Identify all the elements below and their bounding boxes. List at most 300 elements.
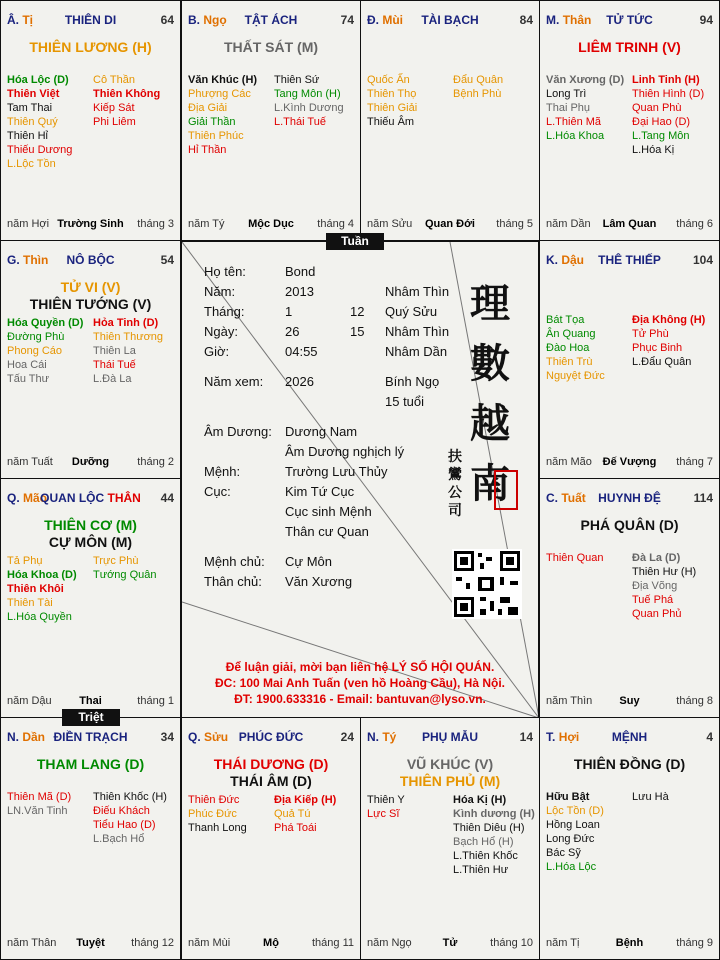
tuan-marker: Tuần	[326, 233, 384, 250]
minor-star: Tử Phù	[632, 328, 669, 340]
palace-header	[367, 13, 533, 29]
footer-year: năm Mùi	[188, 937, 231, 949]
branch-stem: Tý	[382, 730, 397, 744]
minor-star: Long Đức	[546, 833, 595, 845]
minor-star: Tiểu Hao (D)	[93, 819, 156, 831]
palace-ty2	[360, 717, 540, 960]
palace-number: 34	[160, 730, 174, 744]
day-solar: 26	[285, 324, 300, 339]
minor-star: Tuế Phá	[632, 594, 674, 606]
palace-footer	[188, 937, 354, 951]
minor-star: Tam Thai	[7, 102, 53, 114]
body-master-value: Văn Xương	[285, 574, 353, 589]
palace-footer	[367, 218, 533, 232]
palace-number: 64	[160, 13, 174, 27]
footer-month: tháng 3	[137, 218, 174, 230]
name-value: Bond	[285, 264, 316, 279]
minor-star: Thiên Hư (H)	[632, 566, 697, 578]
minor-star: Thiên Việt	[7, 88, 60, 100]
seal-small-3: 公	[448, 485, 462, 501]
palace-header	[546, 253, 713, 269]
minor-star: L.Kình Dương	[274, 102, 344, 114]
seal-char-4: 南	[470, 460, 510, 507]
palace-than	[539, 0, 720, 241]
main-stars	[1, 517, 180, 551]
palace-number: 44	[160, 491, 174, 505]
hour-value: 04:55	[285, 344, 318, 359]
year-label: Năm:	[204, 284, 236, 299]
minor-star: Hóa Khoa (D)	[7, 569, 77, 581]
palace-footer	[7, 456, 174, 470]
main-star: THÁI DƯƠNG (D)	[213, 756, 329, 772]
palace-ty	[0, 0, 181, 241]
footer-year: năm Dậu	[7, 695, 52, 707]
destiny-master-label: Mệnh chủ:	[204, 554, 265, 569]
branch-stem: Thìn	[23, 253, 49, 267]
palace-footer	[546, 695, 713, 709]
name-label: Họ tên:	[204, 264, 246, 279]
minor-star: Đường Phù	[7, 331, 65, 343]
contact-address: ĐC: 100 Mai Anh Tuấn (ven hồ Hoàng Cầu), Hà Nội.	[214, 676, 505, 690]
minor-star: Thiên Y	[367, 794, 405, 806]
main-star: THIÊN CƠ (M)	[44, 517, 137, 533]
minor-stars-right	[632, 551, 696, 621]
minor-star: Thiên Mã (D)	[7, 791, 72, 803]
palace-number: 84	[519, 13, 533, 27]
minor-stars-left	[7, 554, 77, 624]
minor-star: Thái Tuế	[93, 359, 136, 371]
footer-year: năm Hợi	[7, 218, 50, 230]
branch-prefix: Q.	[7, 491, 20, 505]
house-name: MỆNH	[611, 730, 648, 744]
minor-star: Tả Phụ	[7, 555, 43, 567]
palace-house	[367, 730, 533, 744]
center-info-panel	[181, 241, 539, 718]
main-stars	[1, 279, 180, 313]
main-stars	[1, 756, 180, 773]
palace-house	[7, 730, 174, 744]
minor-stars-left	[546, 551, 603, 565]
footer-month: tháng 10	[490, 937, 533, 949]
minor-star: Tấu Thư	[7, 373, 50, 385]
palace-house	[188, 730, 354, 744]
minor-star: Đại Hao (D)	[632, 116, 691, 128]
minor-star: Thiên Quan	[546, 552, 604, 564]
element-note-1: Cục sinh Mệnh	[285, 504, 372, 519]
triet-marker: Triệt	[62, 709, 120, 726]
branch-prefix: Â.	[7, 13, 19, 27]
minor-star: Lưu Hà	[632, 791, 669, 803]
branch-stem: Thân	[562, 13, 592, 27]
seal-char-2: 數	[470, 340, 510, 387]
minor-star: Linh Tinh (H)	[632, 74, 700, 86]
destiny-value: Trường Lưu Thủy	[285, 464, 388, 479]
minor-star: Đào Hoa	[546, 342, 590, 354]
palace-mui	[360, 0, 540, 241]
minor-star: Lực Sĩ	[367, 808, 400, 820]
body-master-label: Thân chủ:	[204, 574, 262, 589]
branch-stem: Mùi	[382, 13, 404, 27]
palace-number: 54	[160, 253, 174, 267]
palace-footer	[7, 695, 174, 709]
palace-house	[367, 13, 533, 27]
palace-header	[546, 491, 713, 507]
palace-header	[546, 730, 713, 746]
palace-number: 14	[519, 730, 533, 744]
branch-prefix: G.	[7, 253, 20, 267]
minor-star: Hóa Lộc (D)	[7, 74, 69, 86]
seal-small-4: 司	[448, 503, 462, 519]
day-label: Ngày:	[204, 324, 238, 339]
minor-stars-right	[274, 793, 336, 835]
palace-tuat	[539, 478, 720, 718]
branch-prefix: N.	[7, 730, 19, 744]
minor-stars-right	[632, 313, 705, 369]
minor-star: Quả Tú	[274, 808, 311, 820]
minor-star: Thiếu Âm	[367, 116, 415, 128]
house-name: TÀI BẠCH	[421, 13, 479, 27]
destiny-label: Mệnh:	[204, 464, 241, 479]
minor-star: Bạch Hổ (H)	[453, 836, 514, 848]
footer-stage: Suy	[619, 695, 640, 707]
footer-year: năm Dần	[546, 218, 591, 230]
house-name: PHỤ MẪU	[422, 730, 478, 744]
minor-star: Trực Phù	[93, 555, 139, 567]
palace-header	[7, 730, 174, 746]
minor-star: Bác Sỹ	[546, 847, 581, 859]
main-star: TỬ VI (V)	[60, 279, 121, 295]
main-star: THẤT SÁT (M)	[223, 39, 319, 55]
minor-stars-left	[367, 73, 417, 129]
footer-month: tháng 1	[137, 695, 174, 707]
main-stars	[182, 39, 360, 56]
destiny-master-value: Cự Môn	[285, 554, 332, 569]
minor-star: L.Hóa Kị	[632, 144, 675, 156]
footer-month: tháng 9	[676, 937, 713, 949]
minor-star: Tang Môn (H)	[274, 88, 341, 100]
minor-star: Quốc Ấn	[367, 74, 410, 86]
seal-small-1: 扶	[448, 449, 462, 465]
minor-star: Văn Xương (D)	[546, 74, 625, 86]
footer-month: tháng 6	[676, 218, 713, 230]
minor-stars-right	[632, 790, 669, 804]
main-star: THÁI ÂM (D)	[230, 773, 312, 789]
branch-stem: Dậu	[561, 253, 585, 267]
minor-star: Đẩu Quân	[453, 74, 504, 86]
minor-star: Thiếu Dương	[7, 144, 73, 156]
palace-house	[7, 253, 174, 267]
palace-number: 104	[692, 253, 713, 267]
footer-month: tháng 8	[676, 695, 713, 707]
branch-stem: Tuất	[561, 491, 586, 505]
palace-header	[188, 13, 354, 29]
element-note-2: Thân cư Quan	[285, 524, 369, 539]
minor-star: Hóa Kị (H)	[453, 794, 507, 806]
minor-star: Địa Giải	[188, 102, 228, 114]
minor-star: L.Thiên Khốc	[453, 850, 518, 862]
house-name: TẬT ÁCH	[244, 13, 298, 27]
minor-star: L.Thiên Hư	[453, 864, 509, 876]
contact-phone-email: ĐT: 1900.633316 - Email: bantuvan@lyso.vn.	[234, 692, 486, 706]
main-star: THAM LANG (D)	[36, 756, 145, 772]
palace-house	[7, 13, 174, 27]
minor-star: Phục Binh	[632, 342, 683, 354]
minor-star: Tướng Quân	[93, 569, 157, 581]
palace-header	[546, 13, 713, 29]
minor-star: Thiên Giải	[367, 102, 418, 114]
minor-star: Thiên Thọ	[367, 88, 417, 100]
minor-stars-right	[274, 73, 344, 129]
minor-star: Hóa Quyền (D)	[7, 317, 84, 329]
minor-star: Thiên Khốc (H)	[93, 791, 167, 803]
contact-line-1: Để luận giải, mời bạn liên hệ LÝ SỐ HỘI QUÁN.	[225, 660, 495, 674]
yin-yang-value: Dương Nam	[285, 424, 358, 439]
branch-prefix: K.	[546, 253, 558, 267]
day-lunar-number: 15	[350, 324, 365, 339]
palace-footer	[7, 218, 174, 232]
branch-prefix: M.	[546, 13, 560, 27]
minor-stars-right	[93, 73, 160, 129]
footer-month: tháng 7	[676, 456, 713, 468]
minor-stars-left	[7, 790, 71, 818]
branch-prefix: Đ.	[367, 13, 379, 27]
year-solar: 2013	[285, 284, 314, 299]
minor-star: Hữu Bật	[546, 791, 590, 803]
house-name: NÔ BỘC	[66, 253, 115, 267]
main-star: CỰ MÔN (M)	[48, 534, 133, 550]
minor-star: Thanh Long	[188, 822, 247, 834]
minor-star: Điếu Khách	[93, 805, 150, 817]
main-stars	[540, 39, 719, 56]
minor-star: Quan Phủ	[632, 608, 682, 620]
branch-stem: Hợi	[558, 730, 580, 744]
day-lunar: Nhâm Thìn	[385, 324, 450, 339]
branch-prefix: N.	[367, 730, 379, 744]
branch-stem: Tị	[22, 13, 34, 27]
view-year-lunar: Bính Ngọ	[385, 374, 440, 389]
footer-year: năm Ngọ	[367, 937, 412, 949]
footer-stage: Thai	[79, 695, 102, 707]
minor-star: L.Lộc Tồn	[7, 158, 56, 170]
palace-header	[188, 730, 354, 746]
seal-char-3: 越	[470, 400, 510, 447]
minor-star: L.Hóa Khoa	[546, 130, 605, 142]
minor-star: Thiên Thương	[93, 331, 164, 343]
main-star: LIÊM TRINH (V)	[578, 39, 681, 55]
palace-number: 24	[340, 730, 354, 744]
minor-star: Đà La (D)	[632, 552, 681, 564]
palace-header	[367, 730, 533, 746]
branch-stem: Dần	[22, 730, 46, 744]
main-star: THIÊN ĐỒNG (D)	[573, 756, 686, 772]
palace-header	[7, 253, 174, 269]
palace-thin	[0, 240, 181, 479]
main-star: THIÊN LƯƠNG (H)	[29, 39, 152, 55]
palace-footer	[546, 218, 713, 232]
main-star: VŨ KHÚC (V)	[406, 756, 494, 772]
main-stars	[182, 756, 360, 790]
house-name: TỬ TỨC	[606, 13, 653, 27]
minor-star: L.Thái Tuế	[274, 116, 326, 128]
minor-star: Thiên Trù	[546, 356, 593, 368]
minor-star: Phúc Đức	[188, 808, 237, 820]
footer-month: tháng 4	[317, 218, 354, 230]
main-star: PHÁ QUÂN (D)	[580, 517, 679, 533]
minor-stars-right	[632, 73, 704, 157]
year-lunar: Nhâm Thìn	[385, 284, 450, 299]
main-stars	[1, 39, 180, 56]
minor-star: L.Hóa Lộc	[546, 861, 597, 873]
house-name: THIÊN DI	[64, 13, 117, 27]
footer-stage: Mộc Dục	[248, 218, 294, 230]
palace-dau	[539, 240, 720, 479]
footer-month: tháng 2	[137, 456, 174, 468]
branch-prefix: B.	[188, 13, 200, 27]
footer-month: tháng 12	[131, 937, 174, 949]
month-label: Tháng:	[204, 304, 245, 319]
palace-house	[7, 491, 174, 505]
minor-star: Thiên Quý	[7, 116, 58, 128]
footer-stage: Trường Sinh	[57, 218, 124, 230]
minor-stars-left	[367, 793, 405, 821]
minor-stars-right	[93, 316, 163, 386]
palace-mao	[0, 478, 181, 718]
minor-star: Thiên Đức	[188, 794, 240, 806]
yin-yang-label: Âm Dương:	[204, 424, 272, 439]
house-name: QUAN LỘC	[40, 491, 105, 505]
palace-header	[7, 13, 174, 29]
house-name: ĐIỀN TRẠCH	[53, 730, 128, 744]
minor-star: Địa Võng	[632, 580, 678, 592]
palace-number: 94	[699, 13, 713, 27]
hour-lunar: Nhâm Dần	[385, 344, 448, 359]
footer-stage: Tử	[442, 937, 458, 949]
footer-stage: Lâm Quan	[602, 218, 657, 230]
view-year-label: Năm xem:	[204, 374, 264, 389]
branch-prefix: T.	[546, 730, 556, 744]
palace-number: 114	[693, 491, 713, 505]
house-name: HUYNH ĐỆ	[598, 491, 661, 505]
minor-stars-left	[7, 316, 83, 386]
minor-stars-left	[546, 313, 605, 383]
palace-footer	[546, 937, 713, 951]
footer-stage: Mộ	[263, 937, 279, 949]
view-year-value: 2026	[285, 374, 314, 389]
footer-year: năm Sửu	[367, 218, 413, 230]
palace-house	[188, 13, 354, 27]
minor-star: Thiên Sứ	[274, 74, 320, 86]
minor-star: Hỉ Thần	[188, 144, 227, 156]
minor-star: Thiên La	[93, 345, 136, 357]
minor-star: Thiên Không	[93, 88, 161, 100]
footer-month: tháng 11	[311, 937, 354, 949]
minor-star: Phong Cáo	[7, 345, 63, 357]
main-star: THIÊN PHỦ (M)	[399, 773, 501, 789]
minor-star: Kình dương (H)	[453, 808, 535, 820]
minor-star: Lộc Tồn (D)	[546, 805, 604, 817]
footer-stage: Tuyệt	[76, 937, 105, 949]
seal-small-2: 鸞	[448, 467, 462, 483]
footer-stage: Quan Đới	[425, 218, 475, 230]
house-extra: THÂN	[107, 491, 141, 505]
minor-star: Nguyệt Đức	[546, 370, 605, 382]
minor-star: Địa Không (H)	[632, 314, 706, 326]
month-lunar-number: 12	[350, 304, 365, 319]
branch-prefix: C.	[546, 491, 558, 505]
minor-star: Thai Phụ	[546, 102, 591, 114]
minor-star: Thiên Khôi	[7, 583, 64, 595]
seal-char-1: 理	[470, 280, 510, 327]
minor-star: L.Tang Môn	[632, 130, 690, 142]
footer-stage: Đế Vượng	[602, 456, 657, 468]
qr-code	[452, 549, 522, 619]
element-value: Kim Tứ Cục	[285, 484, 355, 499]
footer-stage: Dưỡng	[71, 456, 110, 468]
minor-star: Thiên Tài	[7, 597, 53, 609]
palace-house	[546, 730, 713, 744]
main-star: THIÊN TƯỚNG (V)	[29, 296, 152, 312]
palace-footer	[188, 218, 354, 232]
minor-star: Long Trì	[546, 88, 587, 100]
minor-stars-right	[93, 554, 157, 582]
minor-star: Phá Toái	[274, 822, 317, 834]
branch-stem: Sửu	[204, 730, 229, 744]
minor-star: Văn Khúc (H)	[188, 74, 258, 86]
main-stars	[361, 756, 539, 790]
palace-dan	[0, 717, 181, 960]
minor-stars-left	[7, 73, 72, 171]
footer-year: năm Tị	[546, 937, 580, 949]
palace-house	[546, 13, 713, 27]
branch-prefix: Q.	[188, 730, 201, 744]
palace-footer	[367, 937, 533, 951]
minor-star: L.Đẩu Quân	[632, 356, 692, 368]
palace-house	[546, 491, 713, 505]
minor-star: Quan Phù	[632, 102, 682, 114]
palace-ngo	[181, 0, 361, 241]
element-label: Cục:	[204, 484, 231, 499]
palace-footer	[7, 937, 174, 951]
minor-star: Bệnh Phù	[453, 88, 502, 100]
footer-year: năm Mão	[546, 456, 592, 468]
minor-star: Hỏa Tinh (D)	[93, 317, 159, 329]
main-stars	[540, 517, 719, 534]
footer-month: tháng 5	[496, 218, 533, 230]
age-value: 15 tuổi	[385, 394, 425, 409]
footer-year: năm Thân	[7, 937, 57, 949]
minor-star: Ân Quang	[546, 328, 596, 340]
minor-star: Thiên Hỉ	[7, 130, 48, 142]
palace-footer	[546, 456, 713, 470]
minor-star: L.Đà La	[93, 373, 132, 385]
minor-star: Phượng Các	[188, 88, 251, 100]
minor-stars-left	[188, 73, 257, 157]
hour-label: Giờ:	[204, 344, 230, 359]
main-stars	[540, 756, 719, 773]
footer-stage: Bệnh	[615, 937, 644, 949]
yin-yang-note: Âm Dương nghịch lý	[285, 444, 405, 459]
minor-stars-left	[546, 73, 624, 143]
minor-star: L.Bạch Hổ	[93, 833, 145, 845]
minor-star: Phi Liêm	[93, 116, 136, 128]
branch-stem: Mão	[23, 491, 48, 505]
minor-star: Cô Thần	[93, 74, 135, 86]
footer-year: năm Tý	[188, 218, 225, 230]
minor-stars-right	[453, 73, 503, 101]
palace-number: 74	[340, 13, 354, 27]
branch-stem: Ngọ	[203, 13, 227, 27]
house-name: PHÚC ĐỨC	[238, 730, 304, 744]
